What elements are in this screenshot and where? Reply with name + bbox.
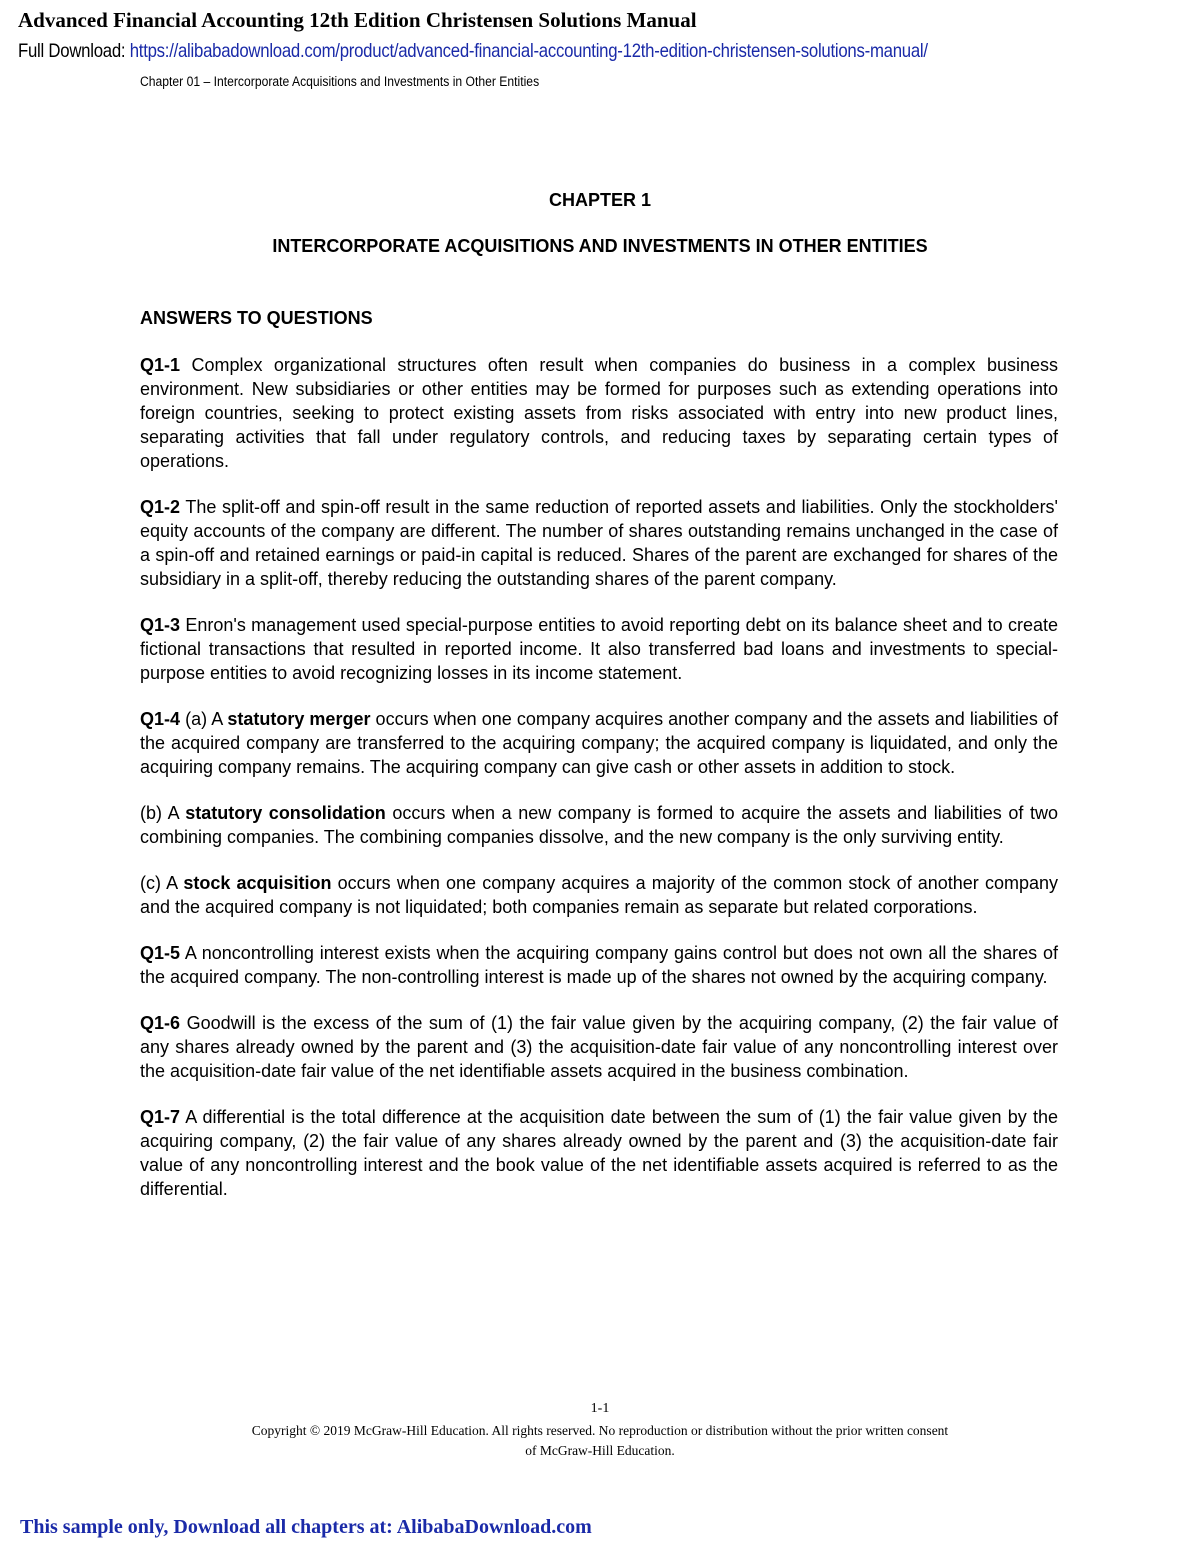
- question-id: Q1-1: [140, 355, 181, 375]
- answer-q1-2: [140, 495, 1058, 591]
- question-id: Q1-5: [140, 943, 181, 963]
- question-id: Q1-2: [140, 497, 181, 517]
- part-prefix: (c) A: [140, 873, 184, 893]
- part-prefix: (b) A: [140, 803, 186, 823]
- question-id: Q1-3: [140, 615, 181, 635]
- answer-paragraph: [140, 941, 1058, 989]
- answer-paragraph-b: [140, 801, 1058, 849]
- answer-paragraph: [140, 1011, 1058, 1083]
- answers-list: [140, 353, 1058, 1223]
- answer-paragraph: [140, 495, 1058, 591]
- download-label: Full Download:: [18, 40, 130, 62]
- answer-text: Enron's management used special-purpose entities to avoid reporting debt on its balance sheet and to create fictional transactions that resulted in reported income. It also transferred bad loans and investments to special-purpose entities to avoid recognizing losses in its income statement.: [140, 615, 1058, 683]
- answer-text: occurs when a new company is formed to acquire the assets and liabilities of two combining companies. The combining companies dissolve, and the new company is the only surviving entity.: [140, 803, 1058, 847]
- answer-paragraph-c: [140, 871, 1058, 919]
- answer-q1-1: [140, 353, 1058, 473]
- answer-text: occurs when one company acquires a majority of the common stock of another company and the acquired company is not liquidated; both companies remain as separate but related corporations.: [140, 873, 1058, 917]
- sample-notice-link[interactable]: This sample only, Download all chapters at: AlibabaDownload.com: [20, 1516, 592, 1538]
- copyright-notice: [140, 1421, 1060, 1461]
- term-stock-acquisition: stock acquisition: [183, 873, 332, 893]
- answer-text: occurs when one company acquires another company and the assets and liabilities of the acquired company are transferred to the acquiring company; the acquired company is liquidated, and only the acquiring company remains. The acquiring company can give cash or other assets in addition to stock.: [140, 709, 1059, 777]
- part-prefix: (a) A: [180, 709, 228, 729]
- question-id: Q1-7: [140, 1107, 181, 1127]
- section-heading: ANSWERS TO QUESTIONS: [140, 308, 373, 328]
- banner-title: Advanced Financial Accounting 12th Edition Christensen Solutions Manual: [18, 8, 697, 32]
- answer-text: The split-off and spin-off result in the same reduction of reported assets and liabilities. Only the stockholders' equity accounts of the company are different. The number of shares outstanding remains unchanged in the case of a spin-off and retained earnings or paid-in capital is reduced. Shares of the parent are exchanged for shares of the subsidiary in a split-off, thereby reducing the outstanding shares of the parent company.: [140, 497, 1058, 589]
- term-statutory-consolidation: statutory consolidation: [185, 803, 386, 823]
- chapter-title: INTERCORPORATE ACQUISITIONS AND INVESTMENTS IN OTHER ENTITIES: [272, 236, 928, 256]
- question-id: Q1-6: [140, 1013, 181, 1033]
- answer-paragraph: [140, 1105, 1058, 1201]
- running-header: Chapter 01 – Intercorporate Acquisitions and Investments in Other Entities: [140, 74, 540, 89]
- banner-download-line: [18, 40, 928, 63]
- copyright-line-1: Copyright © 2019 McGraw-Hill Education. All rights reserved. No reproduction or distribution without the prior written consent: [251, 1423, 949, 1438]
- answer-q1-6: [140, 1011, 1058, 1083]
- answer-q1-4: [140, 707, 1058, 919]
- answer-text: Goodwill is the excess of the sum of (1) the fair value given by the acquiring company, (2) the fair value of any shares already owned by the parent and (3) the acquisition-date fair value of any noncontrolling interest over the acquisition-date fair value of the net identifiable assets acquired in the business combination.: [140, 1013, 1058, 1081]
- answer-q1-5: [140, 941, 1058, 989]
- page-number: 1-1: [590, 1401, 610, 1416]
- question-id: Q1-4: [140, 709, 181, 729]
- answer-text: A differential is the total difference at the acquisition date between the sum of (1) the fair value given by the acquiring company, (2) the fair value of any shares already owned by the parent and (3) the acquisition-date fair value of any noncontrolling interest and the book value of the net identifiable assets acquired is referred to as the differential.: [140, 1107, 1058, 1199]
- answer-text: A noncontrolling interest exists when the acquiring company gains control but does not own all the shares of the acquired company. The non-controlling interest is made up of the shares not owned by the acquiring company.: [140, 943, 1058, 987]
- answer-paragraph-a: [140, 707, 1058, 779]
- copyright-line-2: of McGraw-Hill Education.: [525, 1443, 675, 1458]
- answer-text: Complex organizational structures often result when companies do business in a complex business environment. New subsidiaries or other entities may be formed for purposes such as extending operations into foreign countries, seeking to protect existing assets from risks associated with entry into new product lines, separating activities that fall under regulatory controls, and reducing taxes by separating certain types of operations.: [140, 355, 1058, 471]
- term-statutory-merger: statutory merger: [227, 709, 371, 729]
- chapter-heading: CHAPTER 1: [548, 190, 651, 210]
- answer-q1-7: [140, 1105, 1058, 1201]
- answer-paragraph: [140, 613, 1058, 685]
- answer-q1-3: [140, 613, 1058, 685]
- answer-paragraph: [140, 353, 1058, 473]
- download-link[interactable]: https://alibabadownload.com/product/advanced-financial-accounting-12th-edition-christensen-solutions-manual/: [129, 40, 928, 62]
